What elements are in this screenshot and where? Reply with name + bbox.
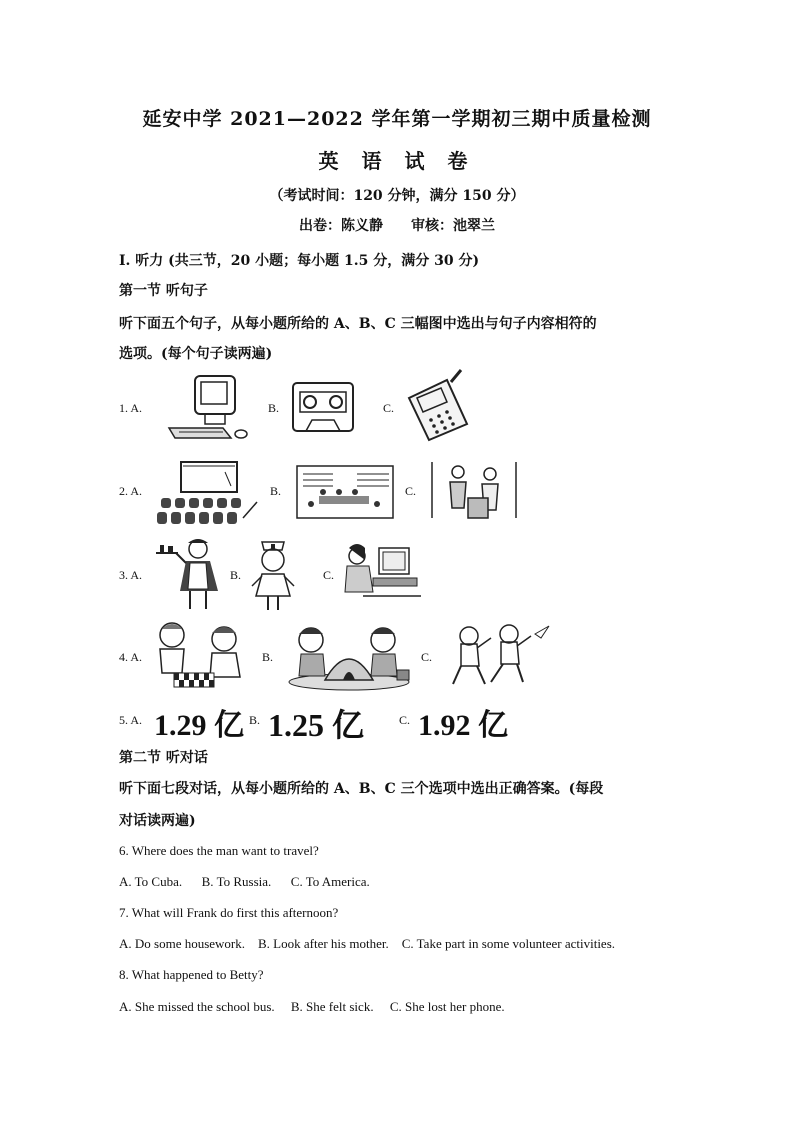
exam-authors: 出卷：陈义静 审核：池翠兰 xyxy=(299,218,495,234)
q5-option-a-label: 5. A. xyxy=(119,713,143,727)
q2-option-c-label: C. xyxy=(405,484,417,498)
q4-option-c-label: C. xyxy=(421,650,433,664)
waitress-illustration xyxy=(152,535,226,613)
shopping-illustration xyxy=(428,458,520,524)
question-7: 7. What will Frank do first this afternoon? xyxy=(119,905,339,920)
part2-instruction-line2: 对话读两遍) xyxy=(119,813,196,829)
cinema-illustration xyxy=(153,458,261,528)
q5-option-a-value: 1.29 亿 xyxy=(154,709,244,742)
q3-option-b-label: B. xyxy=(230,568,242,582)
q2-option-b-label: B. xyxy=(270,484,282,498)
q5-option-c-value: 1.92 亿 xyxy=(418,709,508,742)
q1-option-b-label: B. xyxy=(268,401,280,415)
section-heading-listening: Ⅰ. 听力 (共三节，20 小题；每小题 1.5 分，满分 30 分) xyxy=(119,253,480,269)
cassette-illustration xyxy=(290,380,356,436)
question-7-options: A. Do some housework. B. Look after his mother. C. Take part in some volunteer activities. xyxy=(119,936,616,951)
library-illustration xyxy=(293,460,397,522)
exam-time-info: （考试时间：120 分钟，满分 150 分） xyxy=(269,188,525,204)
q1-option-c-label: C. xyxy=(383,401,395,415)
question-6: 6. Where does the man want to travel? xyxy=(119,843,319,858)
part2-title: 第二节 听对话 xyxy=(119,750,208,766)
office-worker-illustration xyxy=(343,540,423,606)
q5-option-b-value: 1.25 亿 xyxy=(268,707,365,743)
mobile-phone-illustration xyxy=(403,368,471,442)
q5-option-b-label: B. xyxy=(249,713,261,727)
part1-title: 第一节 听句子 xyxy=(119,283,208,299)
question-8: 8. What happened to Betty? xyxy=(119,967,264,982)
q1-option-a-label: 1. A. xyxy=(119,401,143,415)
kids-sandbox-illustration xyxy=(285,620,413,692)
q4-option-b-label: B. xyxy=(262,650,274,664)
question-8-options: A. She missed the school bus. B. She felt sick. C. She lost her phone. xyxy=(119,999,505,1014)
part2-instruction-line1: 听下面七段对话，从每小题所给的 A、B、C 三个选项中选出正确答案。(每段 xyxy=(119,781,604,797)
q3-option-c-label: C. xyxy=(323,568,335,582)
q2-option-a-label: 2. A. xyxy=(119,484,143,498)
question-6-options: A. To Cuba. B. To Russia. C. To America. xyxy=(119,874,370,889)
exam-title: 延安中学 2021—2022 学年第一学期初三期中质量检测 xyxy=(142,108,652,130)
q5-option-c-label: C. xyxy=(399,713,411,727)
q4-option-a-label: 4. A. xyxy=(119,650,143,664)
nurse-illustration xyxy=(248,536,298,612)
kids-playing-chess-illustration xyxy=(152,617,244,693)
exam-subtitle: 英 语 试 卷 xyxy=(318,149,476,173)
part1-instruction-line2: 选项。(每个句子读两遍) xyxy=(119,346,273,362)
kids-paper-plane-illustration xyxy=(447,620,553,690)
part1-instruction-line1: 听下面五个句子，从每小题所给的 A、B、C 三幅图中选出与句子内容相符的 xyxy=(119,316,597,332)
q3-option-a-label: 3. A. xyxy=(119,568,143,582)
computer-illustration xyxy=(165,372,253,442)
